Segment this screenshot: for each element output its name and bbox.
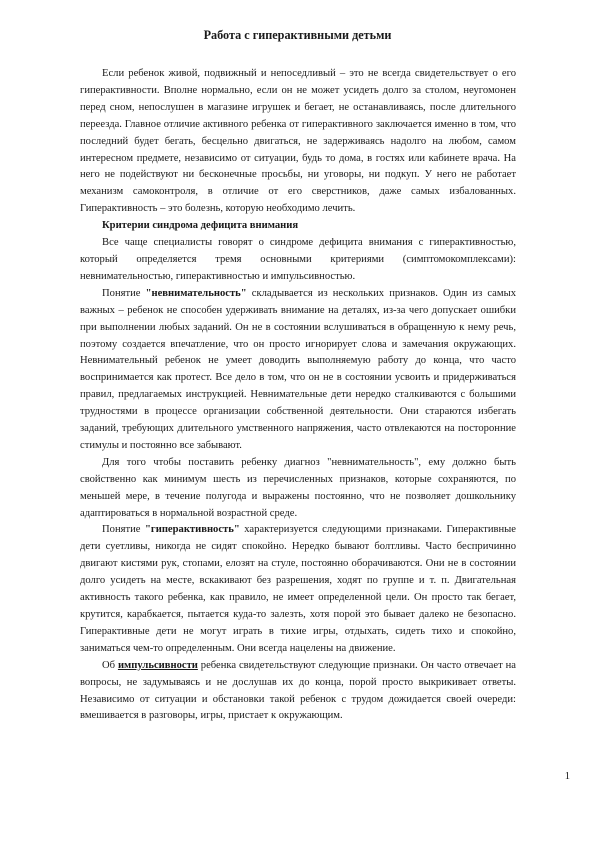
term-impulsivity: импульсивности	[117, 659, 198, 671]
paragraph-inattention-lead: Понятие	[102, 287, 146, 299]
section-heading: Критерии синдрома дефицита внимания	[102, 220, 299, 232]
paragraph-hyperactivity	[80, 522, 516, 657]
paragraph-impulsivity-text: ребенка свидетельствуют следующие признаки. Он часто отвечает на вопросы, не задумываясь и не дослушав их до конца, порой просто выкрикивает ответы. Независимо от ситуации и обстановки такой ребенок с трудом дожидается своей очереди: вмешивается в разговоры, игры, пристает к окружающим.	[80, 659, 516, 722]
paragraph-hyperactivity-text: характеризуется следующими признаками. Гиперактивные дети суетливы, никогда не сидят спокойно. Нередко бывают болтливы. Часто беспричинно двигают кистями рук, стопами, елозят на стуле, постоянно оборачиваются. Они не в состоянии долго усидеть на месте, вскакивают без разрешения, ходят по группе и т. п. Двигательная активность такого ребенка, как правило, не имеет определенной цели. Он просто так бегает, крутится, карабкается, пытается куда-то залезть, хотя порой это бывает далеко не безопасно. Гиперактивные дети не могут играть в тихие игры, отдыхать, сидеть тихо и спокойно, заниматься чем-то определенным. Они всегда нацелены на движение.	[80, 524, 516, 654]
paragraph-inattention-text: складывается из нескольких признаков. Один из самых важных – ребенок не способен удерживать внимание на деталях, из-за чего допускает ошибки при выполнении любых заданий. Он не в состоянии вслушиваться в обращенную к нему речь, поэтому создается впечатление, что он просто игнорирует слова и замечания окружающих. Невнимательный ребенок не умеет доводить выполняемую работу до конца, что часто воспринимается как протест. Все дело в том, что он не в состоянии усвоить и придерживаться правил, предлагаемых инструкцией. Невнимательные дети нередко сталкиваются с большими трудностями в процессе организации собственной деятельности. Они стараются избегать заданий, требующих длительного умственного напряжения, часто отвлекаются на посторонние стимулы и постоянно все забывают.	[80, 287, 517, 451]
paragraph-inattention	[80, 286, 516, 455]
page-title: Работа с гиперактивными детьми	[203, 28, 392, 42]
term-inattention: "невнимательность"	[145, 287, 247, 299]
paragraph-impulsivity-lead: Об	[102, 659, 118, 671]
paragraph-criteria: Все чаще специалисты говорят о синдроме дефицита внимания с гиперактивностью, который определяется тремя основными критериями (симптомокомплексами): невнимательностью, гиперактивностью и импульсивностью.	[80, 237, 516, 282]
paragraph-diagnosis: Для того чтобы поставить ребенку диагноз "невнимательность", ему должно быть свойственно как минимум шесть из перечисленных признаков, которые сохраняются, по меньшей мере, в течение полугода и выражены постоянно, что не позволяет дошкольнику адаптироваться в нормальной возрастной среде.	[80, 456, 516, 519]
page-number: 1	[564, 771, 570, 782]
paragraph-intro: Если ребенок живой, подвижный и непоседливый – это не всегда свидетельствует о его гиперактивности. Вполне нормально, если он не может усидеть долго за столом, неугомонен перед сном, непослушен в магазине игрушек и бегает, не останавливаясь, после длительного переезда. Главное отличие активного ребенка от гиперактивного заключается именно в том, что последний будет бегать, бесцельно двигаться, не задерживаясь надолго на любом, самом интересном предмете, независимо от ситуации, будь то дома, в гостях или кабинете врача. На него не подействуют ни бесконечные просьбы, ни уговоры, ни подкуп. У него не работает механизм самоконтроля, в отличие от его сверстников, даже самых избалованных. Гиперактивность – это болезнь, которую необходимо лечить.	[80, 68, 516, 215]
paragraph-impulsivity	[80, 658, 516, 726]
term-hyperactivity: "гиперактивность"	[145, 524, 240, 536]
document-body	[80, 66, 516, 725]
paragraph-hyperactivity-lead: Понятие	[102, 524, 146, 536]
